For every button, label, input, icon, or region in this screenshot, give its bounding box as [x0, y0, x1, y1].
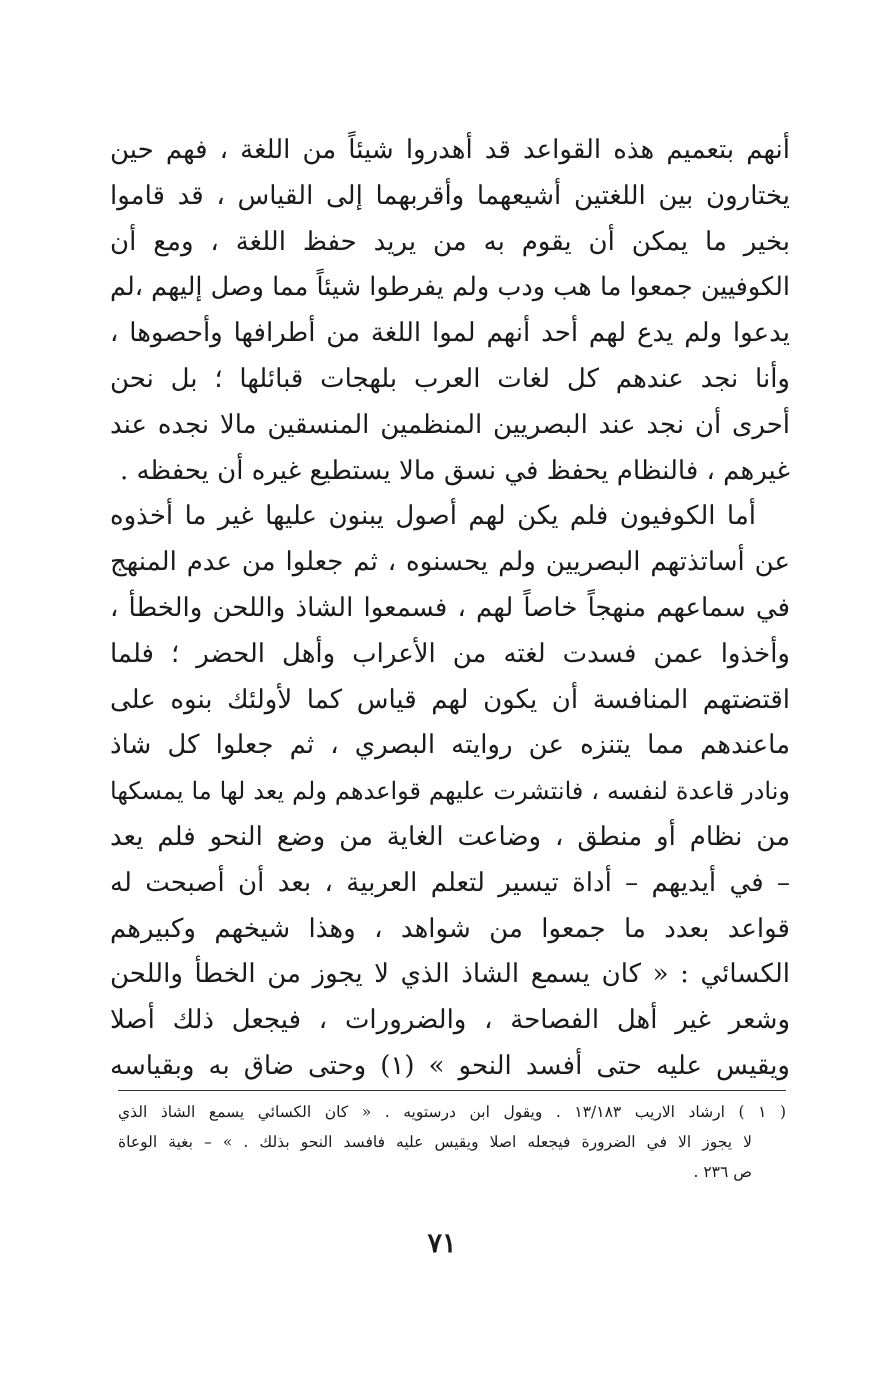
text-line: بخير ما يمكن أن يقوم به من يريد حفظ اللغة ، ومع أن [110, 226, 790, 257]
text-line: وأنا نجد عندهم كل لغات العرب بلهجات قبائلها ؛ بل نحن [110, 363, 790, 394]
text-line: – في أيديهم – أداة تيسير لتعلم العربية ، بعد أن أصبحت له [110, 867, 790, 898]
footnote-line: لا يجوز الا في الضرورة فيجعله اصلا ويقيس عليه فافسد النحو بذلك . » – بغية الوعاة [118, 1133, 752, 1151]
footnote-line: ( ١ ) ارشاد الاريب ١٣/١٨٣ . ويقول ابن درستويه . « كان الكسائي يسمع الشاذ الذي [118, 1103, 786, 1121]
text-line: ونادر قاعدة لنفسه ، فانتشرت عليهم قواعدهم ولم يعد لها ما يمسكها [110, 777, 790, 806]
text-line: أحرى أن نجد عند البصريين المنظمين المنسقين مالا نجده عند [110, 409, 790, 440]
text-line: أما الكوفيون فلم يكن لهم أصول يبنون عليها غير ما أخذوه [110, 501, 756, 532]
text-line: عن أساتذتهم البصريين ولم يحسنوه ، ثم جعلوا من عدم المنهج [110, 547, 790, 578]
text-line: ماعندهم مما يتنزه عن روايته البصري ، ثم جعلوا كل شاذ [110, 730, 790, 761]
text-line: وشعر غير أهل الفصاحة ، والضرورات ، فيجعل ذلك أصلا [110, 1005, 790, 1036]
text-line: الكسائي : « كان يسمع الشاذ الذي لا يجوز من الخطأ واللحن [110, 959, 790, 990]
text-line: الكوفيين جمعوا ما هب ودب ولم يفرطوا شيئاً مما وصل إليهم ،لم [110, 272, 790, 303]
text-line: وأخذوا عمن فسدت لغته من الأعراب وأهل الحضر ؛ فلما [110, 638, 790, 669]
text-line: اقتضتهم المنافسة أن يكون لهم قياس كما لأولئك بنوه على [110, 684, 790, 715]
text-line: قواعد بعدد ما جمعوا من شواهد ، وهذا شيخهم وكبيرهم [110, 913, 790, 944]
text-line: غيرهم ، فالنظام يحفظ في نسق مالا يستطيع غيره أن يحفظه . [119, 455, 790, 486]
body-text [110, 128, 790, 1090]
text-line: يختارون بين اللغتين أشيعهما وأقربهما إلى القياس ، قد قاموا [110, 180, 790, 211]
footnote-separator [118, 1090, 786, 1091]
text-line: في سماعهم منهجاً خاصاً لهم ، فسمعوا الشاذ واللحن والخطأ ، [110, 592, 790, 623]
text-line: من نظام أو منطق ، وضاعت الغاية من وضع النحو فلم يعد [110, 821, 790, 852]
text-line: يدعوا ولم يدع لهم أحد أنهم لموا اللغة من أطرافها وأحصوها ، [110, 318, 790, 349]
footnote [118, 1097, 786, 1187]
text-line: ويقيس عليه حتى أفسد النحو » (١) وحتى ضاق به وبقياسه [110, 1050, 790, 1081]
text-line: أنهم بتعميم هذه القواعد قد أهدروا شيئاً من اللغة ، فهم حين [110, 135, 790, 165]
footnote-line: ص ٢٣٦ . [693, 1163, 752, 1181]
page-number: ٧١ [427, 1228, 457, 1259]
